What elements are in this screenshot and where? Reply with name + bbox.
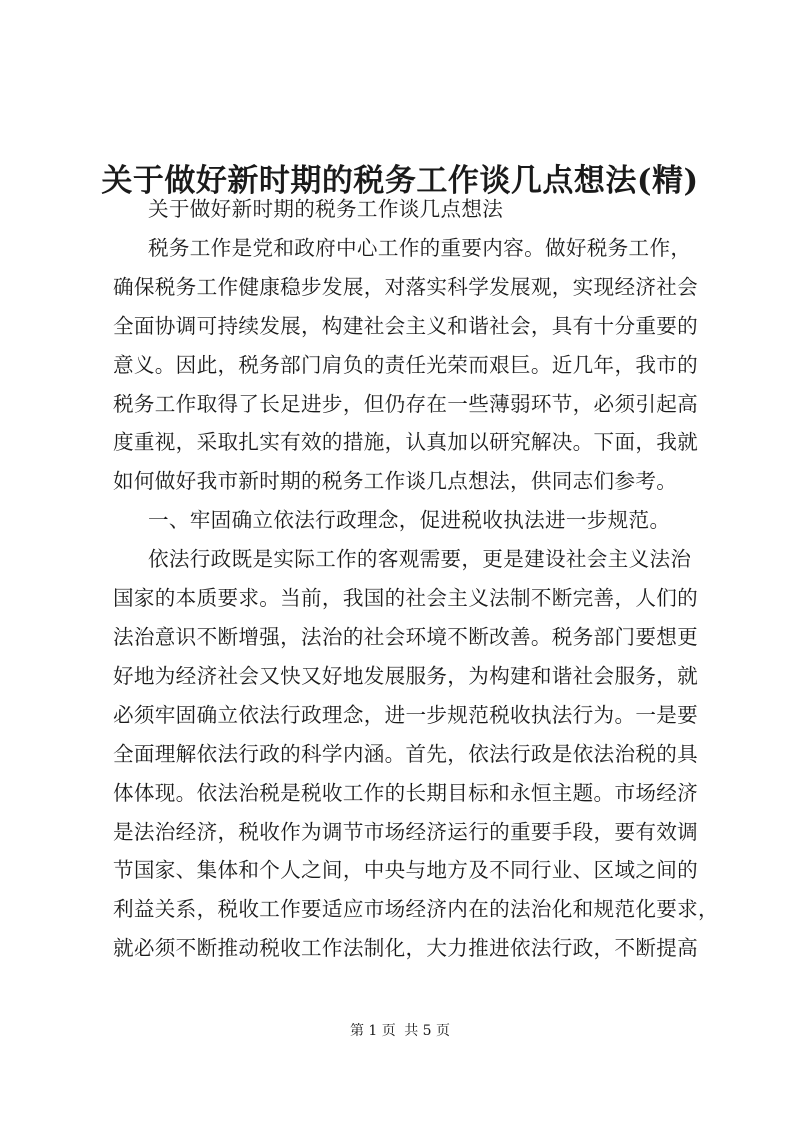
text-line: 税务工作是党和政府中心工作的重要内容。做好税务工作， bbox=[148, 235, 692, 260]
text-line: 体体现。依法治税是税收工作的长期目标和永恒主题。市场经济 bbox=[113, 780, 699, 805]
page-total: 共 5 页 bbox=[404, 1023, 451, 1039]
text-line: 全面协调可持续发展，构建社会主义和谐社会，具有十分重要的 bbox=[113, 313, 699, 338]
subtitle-line: 关于做好新时期的税务工作谈几点想法 bbox=[148, 197, 504, 221]
text-line: 如何做好我市新时期的税务工作谈几点想法，供同志们参考。 bbox=[113, 469, 678, 494]
paragraph-rule-of-law bbox=[113, 540, 719, 968]
page-number: 第 1 页 bbox=[349, 1023, 396, 1039]
page-footer bbox=[0, 1021, 800, 1041]
text-line: 是法治经济，税收作为调节市场经济运行的重要手段，要有效调 bbox=[113, 819, 699, 844]
text-line: 确保税务工作健康稳步发展，对落实科学发展观，实现经济社会 bbox=[113, 274, 699, 299]
text-line: 节国家、集体和个人之间，中央与地方及不同行业、区域之间的 bbox=[113, 858, 699, 883]
document-title: 关于做好新时期的税务工作谈几点想法(精) bbox=[101, 162, 699, 199]
text-line: 法治意识不断增强，法治的社会环境不断改善。税务部门要想更 bbox=[113, 624, 699, 649]
section-heading-1 bbox=[113, 501, 703, 540]
text-line: 一、牢固确立依法行政理念，促进税收执法进一步规范。 bbox=[148, 508, 671, 533]
text-line: 好地为经济社会又快又好地发展服务，为构建和谐社会服务，就 bbox=[113, 663, 699, 688]
text-line: 意义。因此，税务部门肩负的责任光荣而艰巨。近几年，我市的 bbox=[113, 352, 699, 377]
text-line: 税务工作取得了长足进步，但仍存在一些薄弱环节，必须引起高 bbox=[113, 391, 699, 416]
text-line: 国家的本质要求。当前，我国的社会主义法制不断完善，人们的 bbox=[113, 586, 699, 611]
text-line: 依法行政既是实际工作的客观需要，更是建设社会主义法治 bbox=[148, 547, 692, 572]
document-body bbox=[113, 190, 719, 968]
paragraph-intro bbox=[113, 229, 703, 501]
text-line: 度重视，采取扎实有效的措施，认真加以研究解决。下面，我就 bbox=[113, 430, 699, 455]
text-line: 必须牢固确立依法行政理念，进一步规范税收执法行为。一是要 bbox=[113, 702, 699, 727]
subtitle-paragraph bbox=[113, 190, 703, 229]
text-line: 全面理解依法行政的科学内涵。首先，依法行政是依法治税的具 bbox=[113, 741, 699, 766]
text-line: 利益关系，税收工作要适应市场经济内在的法治化和规范化要求， bbox=[113, 897, 719, 922]
text-line: 就必须不断推动税收工作法制化，大力推进依法行政，不断提高 bbox=[113, 936, 699, 961]
